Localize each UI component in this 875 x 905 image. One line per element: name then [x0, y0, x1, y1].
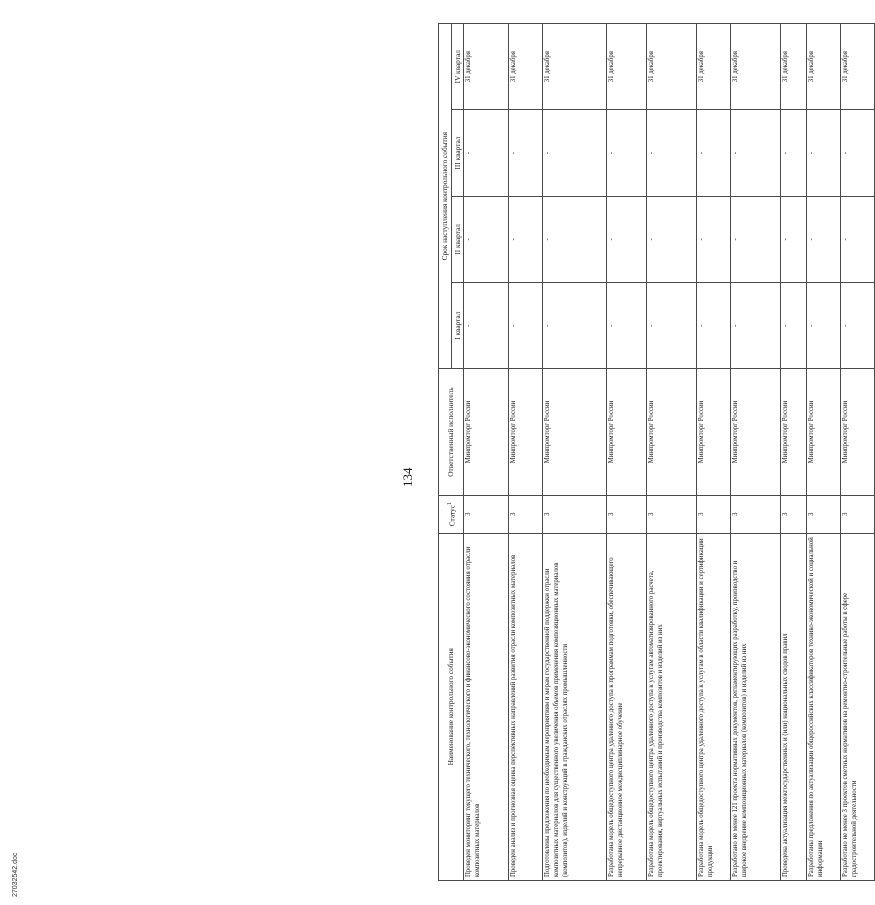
status-cell: 3 [781, 495, 807, 533]
status-cell: 3 [509, 495, 543, 533]
event-name-cell: Проведен мониторинг текущего технического, технологического и финансово-экономического состояния отрасли композитных материалов [464, 533, 509, 880]
header-quarter-2: II квартал [451, 196, 464, 282]
q1-cell: - [607, 283, 647, 369]
q4-cell: 31 декабря [841, 24, 875, 110]
status-cell: 3 [607, 495, 647, 533]
event-name-cell: Разработано не менее 3 проектов сметных нормативов на ремонтно-строительные работы в сфере градостроительной деятельности [841, 533, 875, 880]
q2-cell: - [464, 196, 509, 282]
event-name-cell: Разработана модель общедоступного центра удаленного доступа к услугам автоматизированного расчета, проектирования, виртуальных испытаний и производства композитов и изделий из них [647, 533, 697, 880]
event-name-cell: Разработано не менее 121 проекта нормативных документов, регламентирующих разработку, производство и широкое внедрение композиционных материалов (композитов) и изделий из них [731, 533, 781, 880]
q3-cell: - [731, 110, 781, 196]
q4-cell: 31 декабря [607, 24, 647, 110]
q1-cell: - [781, 283, 807, 369]
q2-cell: - [607, 196, 647, 282]
q1-cell: - [647, 283, 697, 369]
header-status: Статус$^1$ [439, 495, 464, 533]
table-row [841, 24, 875, 881]
table-row [543, 24, 607, 881]
q4-cell: 31 декабря [543, 24, 607, 110]
event-name-cell: Разработана модель общедоступного центра удаленного доступа к программам подготовки, обеспечивающего непрерывное дистанционное междисциплинарное обучение [607, 533, 647, 880]
table-row [781, 24, 807, 881]
q2-cell: - [731, 196, 781, 282]
q3-cell: - [509, 110, 543, 196]
status-cell: 3 [731, 495, 781, 533]
table-row [509, 24, 543, 881]
q4-cell: 31 декабря [509, 24, 543, 110]
table-row [647, 24, 697, 881]
q1-cell: - [841, 283, 875, 369]
status-cell: 3 [464, 495, 509, 533]
executor-cell: Минпромторг России [841, 369, 875, 495]
event-name-cell: Разработана модель общедоступного центра удаленного доступа к услугам в области квалификации и сертификации продукции [697, 533, 731, 880]
q4-cell: 31 декабря [807, 24, 841, 110]
q2-cell: - [543, 196, 607, 282]
q4-cell: 31 декабря [464, 24, 509, 110]
table-row [607, 24, 647, 881]
q2-cell: - [697, 196, 731, 282]
header-executor: Ответственный исполнитель [439, 369, 464, 495]
status-cell: 3 [697, 495, 731, 533]
q2-cell: - [841, 196, 875, 282]
event-name-cell: Проведен анализ и прогнозная оценка перспективных направлений развития отрасли композитных материалов [509, 533, 543, 880]
q4-cell: 31 декабря [647, 24, 697, 110]
document-id: 27032542.doc [12, 852, 19, 897]
q3-cell: - [841, 110, 875, 196]
q4-cell: 31 декабря [781, 24, 807, 110]
executor-cell: Минпромторг России [509, 369, 543, 495]
header-deadline: Срок наступления контрольного события [439, 24, 452, 369]
executor-cell: Минпромторг России [464, 369, 509, 495]
q3-cell: - [607, 110, 647, 196]
q4-cell: 31 декабря [697, 24, 731, 110]
executor-cell: Минпромторг России [781, 369, 807, 495]
q1-cell: - [807, 283, 841, 369]
table-row [697, 24, 731, 881]
event-name-cell: Проведена актуализация межгосударственных и (или) национальных сводов правил [781, 533, 807, 880]
executor-cell: Минпромторг России [543, 369, 607, 495]
header-quarter-3: III квартал [451, 110, 464, 196]
status-cell: 3 [841, 495, 875, 533]
q3-cell: - [807, 110, 841, 196]
q3-cell: - [464, 110, 509, 196]
executor-cell: Минпромторг России [607, 369, 647, 495]
table-row [731, 24, 781, 881]
q2-cell: - [509, 196, 543, 282]
q3-cell: - [781, 110, 807, 196]
header-event-name: Наименование контрольного события [439, 533, 464, 880]
q3-cell: - [697, 110, 731, 196]
q1-cell: - [509, 283, 543, 369]
status-cell: 3 [647, 495, 697, 533]
q2-cell: - [647, 196, 697, 282]
header-quarter-1: I квартал [451, 283, 464, 369]
event-name-cell: Разработаны предложения по актуализации общероссийских классификаторов технико-экономической и социальной информации [807, 533, 841, 880]
q2-cell: - [781, 196, 807, 282]
q3-cell: - [543, 110, 607, 196]
q1-cell: - [697, 283, 731, 369]
page-number: 134 [400, 467, 415, 487]
executor-cell: Минпромторг России [807, 369, 841, 495]
event-name-cell: Подготовлены предложения по необходимым мероприятиям и мерам государственной поддержки отрасли композитных материалов для существенного увеличения объемов применения композиционных материалов (композитов), изделий и конструкций в гражданских отраслях промышленности [543, 533, 607, 880]
control-events-table [438, 23, 875, 881]
q1-cell: - [731, 283, 781, 369]
status-cell: 3 [543, 495, 607, 533]
header-quarter-4: IV квартал [451, 24, 464, 110]
table-row [464, 24, 509, 881]
q4-cell: 31 декабря [731, 24, 781, 110]
executor-cell: Минпромторг России [647, 369, 697, 495]
status-cell: 3 [807, 495, 841, 533]
q2-cell: - [807, 196, 841, 282]
q1-cell: - [464, 283, 509, 369]
q3-cell: - [647, 110, 697, 196]
executor-cell: Минпромторг России [697, 369, 731, 495]
executor-cell: Минпромторг России [731, 369, 781, 495]
q1-cell: - [543, 283, 607, 369]
table-row [807, 24, 841, 881]
